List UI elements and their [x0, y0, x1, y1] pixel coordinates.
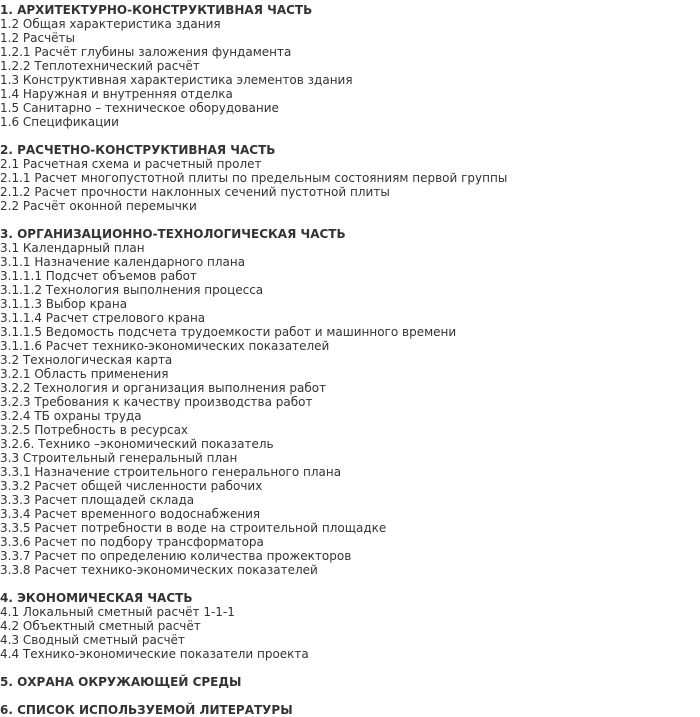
toc-entry: 3.2.1 Область применения — [0, 367, 169, 381]
toc-entry: 1.2 Общая характеристика здания — [0, 17, 221, 31]
section-heading: 3. ОРГАНИЗАЦИОННО-ТЕХНОЛОГИЧЕСКАЯ ЧАСТЬ — [0, 227, 346, 241]
toc-entry: 1.3 Конструктивная характеристика элементов здания — [0, 73, 353, 87]
toc-entry: 3.3.5 Расчет потребности в воде на строительной площадке — [0, 521, 387, 535]
toc-entry: 3.1.1.3 Выбор крана — [0, 297, 128, 311]
toc-section — [0, 591, 700, 661]
toc-entry: 1.2 Расчёты — [0, 31, 76, 45]
toc-entry: 3.2.3 Требования к качеству производства работ — [0, 395, 313, 409]
toc-section — [0, 3, 700, 129]
toc-section — [0, 143, 700, 213]
toc-entry: 3.2.4 ТБ охраны труда — [0, 409, 142, 423]
toc-entry: 4.4 Технико-экономические показатели проекта — [0, 647, 309, 661]
toc-entry: 3.3.7 Расчет по определению количества прожекторов — [0, 549, 352, 563]
toc-entry: 3.3.1 Назначение строительного генерального плана — [0, 465, 342, 479]
section-heading: 5. ОХРАНА ОКРУЖАЮЩЕЙ СРЕДЫ — [0, 675, 242, 689]
toc-entry: 2.2 Расчёт оконной перемычки — [0, 199, 197, 213]
toc-section — [0, 227, 700, 577]
toc-entry: 3.2.5 Потребность в ресурсах — [0, 423, 189, 437]
toc-entry: 3.3.8 Расчет технико-экономических показателей — [0, 563, 318, 577]
toc-entry: 3.3.2 Расчет общей численности рабочих — [0, 479, 263, 493]
toc-entry: 2.1.2 Расчет прочности наклонных сечений пустотной плиты — [0, 185, 390, 199]
section-heading: 1. АРХИТЕКТУРНО-КОНСТРУКТИВНАЯ ЧАСТЬ — [0, 3, 313, 17]
toc-entry: 4.3 Сводный сметный расчёт — [0, 633, 185, 647]
toc-entry: 2.1.1 Расчет многопустотной плиты по предельным состояниям первой группы — [0, 171, 508, 185]
toc-entry: 3.1 Календарный план — [0, 241, 145, 255]
toc-entry: 1.6 Спецификации — [0, 115, 119, 129]
toc-entry: 3.3.6 Расчет по подбору трансформатора — [0, 535, 264, 549]
toc-entry: 1.4 Наружная и внутренняя отделка — [0, 87, 233, 101]
toc-entry: 3.1.1.6 Расчет технико-экономических показателей — [0, 339, 330, 353]
toc-entry: 3.3.3 Расчет площадей склада — [0, 493, 195, 507]
toc-entry: 1.5 Санитарно – техническое оборудование — [0, 101, 279, 115]
toc-entry: 3.2.6. Технико –экономический показатель — [0, 437, 274, 451]
toc-entry: 3.1.1.5 Ведомость подсчета трудоемкости работ и машинного времени — [0, 325, 457, 339]
section-heading: 2. РАСЧЕТНО-КОНСТРУКТИВНАЯ ЧАСТЬ — [0, 143, 276, 157]
section-heading: 6. СПИСОК ИСПОЛЬЗУЕМОЙ ЛИТЕРАТУРЫ — [0, 703, 293, 717]
toc-entry: 3.2 Технологическая карта — [0, 353, 173, 367]
toc-entry: 3.1.1 Назначение календарного плана — [0, 255, 246, 269]
toc-entry: 1.2.1 Расчёт глубины заложения фундамента — [0, 45, 292, 59]
toc-entry: 2.1 Расчетная схема и расчетный пролет — [0, 157, 262, 171]
toc-entry: 3.1.1.4 Расчет стрелового крана — [0, 311, 206, 325]
toc-entry: 3.3.4 Расчет временного водоснабжения — [0, 507, 261, 521]
toc-section — [0, 675, 700, 689]
toc-entry: 3.3 Строительный генеральный план — [0, 451, 238, 465]
section-heading: 4. ЭКОНОМИЧЕСКАЯ ЧАСТЬ — [0, 591, 193, 605]
toc-entry: 3.2.2 Технология и организация выполнения работ — [0, 381, 327, 395]
toc-section — [0, 703, 700, 717]
toc-entry: 1.2.2 Теплотехнический расчёт — [0, 59, 200, 73]
toc-entry: 4.1 Локальный сметный расчёт 1-1-1 — [0, 605, 235, 619]
toc-entry: 4.2 Объектный сметный расчёт — [0, 619, 201, 633]
toc-entry: 3.1.1.1 Подсчет объемов работ — [0, 269, 197, 283]
toc-entry: 3.1.1.2 Технология выполнения процесса — [0, 283, 264, 297]
